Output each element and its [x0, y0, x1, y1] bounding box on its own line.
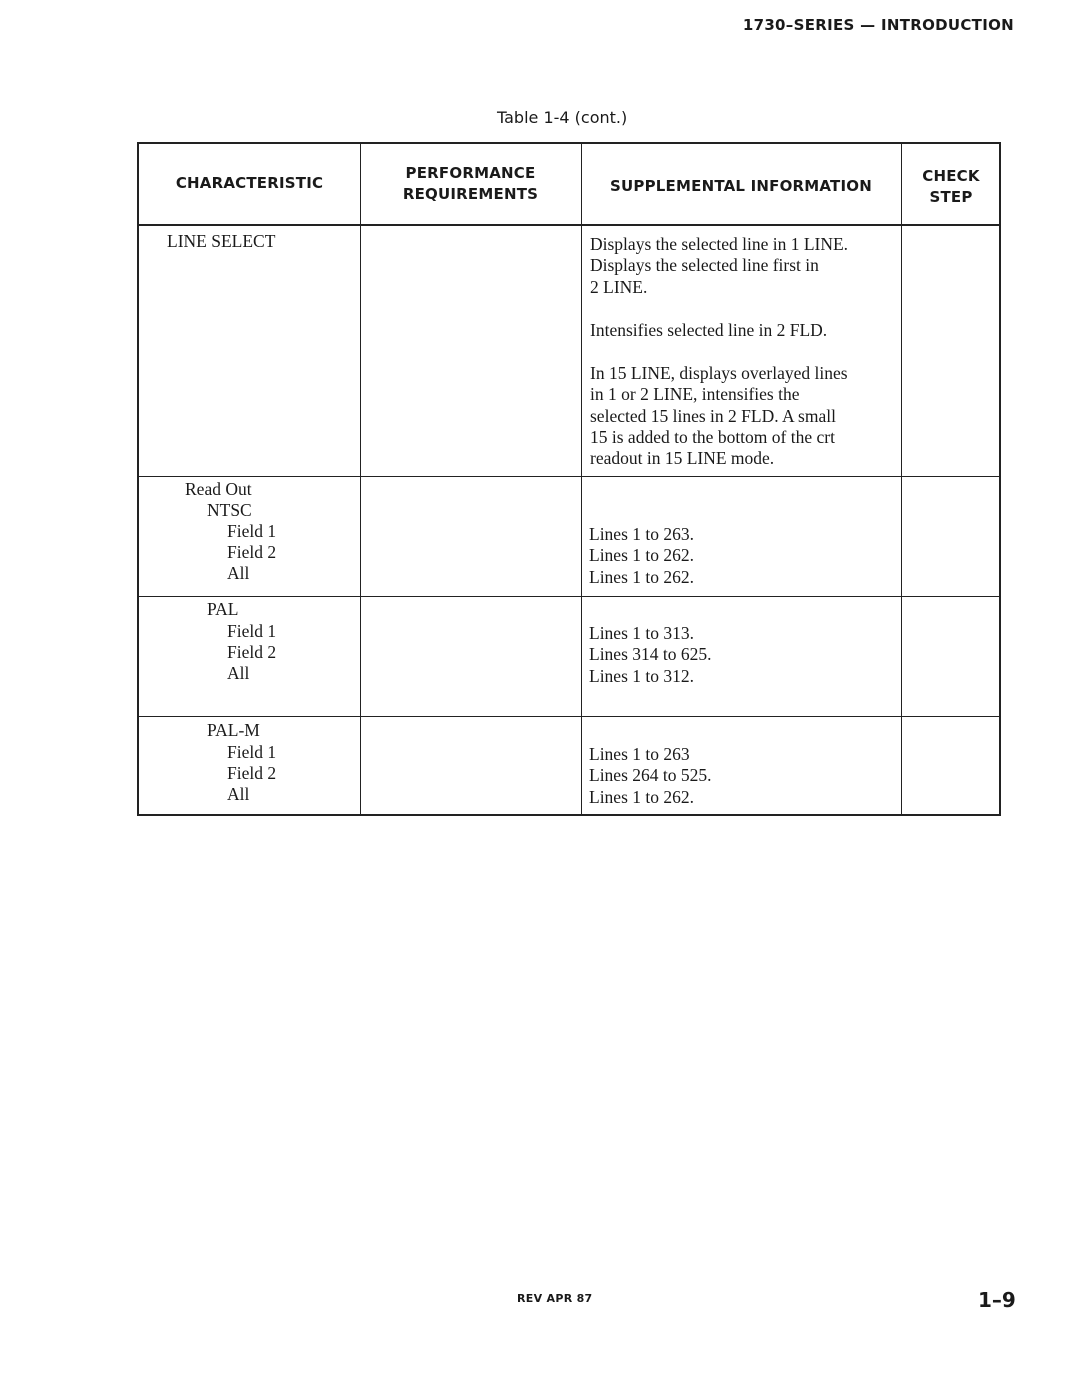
info-line: Lines 1 to 262. [589, 545, 694, 566]
row-divider [139, 476, 999, 477]
readout-label: Read Out [185, 479, 252, 499]
info-line: in 1 or 2 LINE, intensifies the [590, 384, 800, 405]
page-header: 1730–SERIES — INTRODUCTION [742, 16, 1014, 34]
column-divider [901, 144, 902, 814]
info-line: Lines 1 to 262. [589, 566, 694, 587]
info-line: Lines 1 to 312. [589, 665, 694, 686]
header-check-line2: STEP [929, 188, 973, 206]
ntsc-field-labels [227, 521, 276, 584]
pal-field-labels [227, 621, 276, 684]
field-label: Field 1 [227, 621, 277, 641]
ntsc-info [589, 524, 694, 588]
field-label: Field 2 [227, 542, 277, 562]
specification-table [137, 142, 1001, 816]
header-characteristic: CHARACTERISTIC [175, 174, 324, 192]
field-label: All [227, 663, 250, 683]
info-line: Lines 1 to 263. [589, 524, 694, 544]
pal-m-info [589, 744, 712, 808]
column-divider [360, 144, 361, 814]
row-divider [139, 716, 999, 717]
pal-m-field-labels [227, 742, 276, 805]
info-line: Displays the selected line first in [590, 255, 819, 276]
info-line: Lines 264 to 525. [589, 765, 712, 786]
pal-info [589, 623, 712, 687]
line-select-characteristic: LINE SELECT [167, 231, 276, 251]
info-line: Intensifies selected line in 2 FLD. [590, 319, 828, 340]
info-line: In 15 LINE, displays overlayed lines [590, 363, 848, 384]
info-line: Lines 314 to 625. [589, 644, 712, 665]
info-line: readout in 15 LINE mode. [590, 448, 775, 469]
info-line: selected 15 lines in 2 FLD. A small [590, 405, 836, 426]
field-label: Field 1 [227, 521, 277, 541]
column-divider [581, 144, 582, 814]
field-label: All [227, 563, 250, 583]
header-check-line1: CHECK [922, 167, 980, 185]
info-line: Displays the selected line in 1 LINE. [590, 234, 849, 254]
page-number: 1–9 [978, 1288, 1016, 1312]
header-performance-line2: REQUIREMENTS [402, 185, 539, 203]
info-line: Lines 1 to 313. [589, 623, 694, 643]
field-label: Field 1 [227, 742, 277, 762]
info-line: 2 LINE. [590, 276, 648, 297]
header-divider [139, 224, 999, 226]
info-line: Lines 1 to 262. [589, 786, 694, 807]
header-performance-line1: PERFORMANCE [405, 164, 536, 182]
header-check-step [901, 166, 1001, 208]
line-select-info [590, 234, 848, 470]
ntsc-label: NTSC [207, 500, 252, 520]
field-label: All [227, 784, 250, 804]
info-line: 15 is added to the bottom of the crt [590, 427, 835, 448]
pal-label: PAL [207, 599, 239, 619]
info-line: Lines 1 to 263 [589, 744, 690, 764]
field-label: Field 2 [227, 642, 277, 662]
revision-date: REV APR 87 [517, 1292, 593, 1305]
header-performance-requirements [360, 163, 581, 205]
field-label: Field 2 [227, 763, 277, 783]
table-caption: Table 1-4 (cont.) [497, 108, 628, 127]
pal-m-label: PAL-M [207, 720, 260, 740]
row-divider [139, 596, 999, 597]
header-supplemental-information: SUPPLEMENTAL INFORMATION [610, 177, 872, 195]
